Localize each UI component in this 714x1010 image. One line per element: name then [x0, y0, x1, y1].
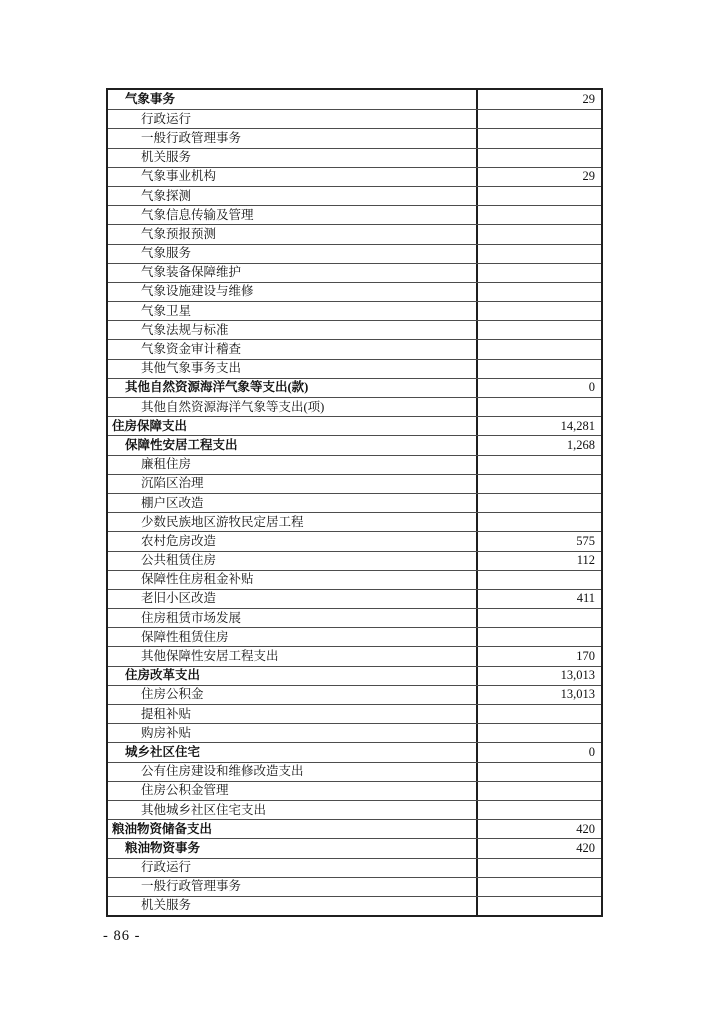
table-row [108, 493, 601, 512]
table-row [108, 167, 601, 186]
row-value [476, 705, 601, 723]
row-label: 其他气象事务支出 [141, 361, 242, 376]
table-row [108, 455, 601, 474]
row-label: 公共租赁住房 [141, 553, 217, 568]
row-value: 170 [476, 647, 601, 665]
table-row [108, 627, 601, 646]
row-value: 112 [476, 552, 601, 570]
table-row [108, 205, 601, 224]
row-value: 420 [476, 820, 601, 838]
row-label: 住房租赁市场发展 [141, 610, 242, 625]
table-row [108, 128, 601, 147]
row-label: 保障性安居工程支出 [125, 437, 238, 452]
table-row [108, 685, 601, 704]
row-value [476, 360, 601, 378]
table-row [108, 819, 601, 838]
row-label: 公有住房建设和维修改造支出 [141, 764, 304, 779]
row-label: 少数民族地区游牧民定居工程 [141, 514, 304, 529]
row-label: 廉租住房 [141, 457, 192, 472]
table-row [108, 781, 601, 800]
table-row [108, 646, 601, 665]
table-row [108, 416, 601, 435]
row-label: 行政运行 [141, 111, 192, 126]
table-row [108, 723, 601, 742]
row-label: 棚户区改造 [141, 495, 204, 510]
table-row [108, 301, 601, 320]
table-row [108, 244, 601, 263]
page-number: - 86 - [103, 928, 141, 944]
table-row [108, 263, 601, 282]
table-row [108, 800, 601, 819]
row-value [476, 897, 601, 915]
row-label: 其他保障性安居工程支出 [141, 649, 279, 664]
table-row [108, 531, 601, 550]
row-label: 提租补贴 [141, 706, 192, 721]
row-label: 沉陷区治理 [141, 476, 204, 491]
table-row [108, 704, 601, 723]
table-row [108, 551, 601, 570]
table-row [108, 570, 601, 589]
row-label: 农村危房改造 [141, 533, 217, 548]
row-label: 气象事业机构 [141, 169, 217, 184]
table-row [108, 608, 601, 627]
budget-table [106, 88, 603, 917]
row-value [476, 245, 601, 263]
row-value [476, 206, 601, 224]
row-value [476, 571, 601, 589]
table-row [108, 742, 601, 761]
row-label: 城乡社区住宅 [125, 744, 201, 759]
table-row [108, 397, 601, 416]
row-label: 其他自然资源海洋气象等支出(项) [141, 399, 325, 414]
row-value [476, 283, 601, 301]
row-value [476, 782, 601, 800]
row-label: 气象探测 [141, 188, 192, 203]
row-label: 气象资金审计稽查 [141, 342, 242, 357]
table-row [108, 666, 601, 685]
row-value [476, 801, 601, 819]
table-row [108, 378, 601, 397]
row-value [476, 456, 601, 474]
table-row [108, 858, 601, 877]
row-label: 保障性租赁住房 [141, 629, 229, 644]
table-row [108, 224, 601, 243]
row-value [476, 475, 601, 493]
row-label: 粮油物资储备支出 [112, 821, 213, 836]
row-label: 气象设施建设与维修 [141, 284, 254, 299]
row-value: 29 [476, 168, 601, 186]
table-row [108, 877, 601, 896]
row-value: 29 [476, 90, 601, 109]
row-label: 气象事务 [125, 92, 176, 107]
row-label: 行政运行 [141, 860, 192, 875]
row-value [476, 129, 601, 147]
table-row [108, 186, 601, 205]
row-label: 住房公积金管理 [141, 783, 229, 798]
row-value [476, 149, 601, 167]
table-row [108, 474, 601, 493]
row-label: 住房改革支出 [125, 668, 201, 683]
row-value [476, 398, 601, 416]
row-value [476, 609, 601, 627]
row-value: 13,013 [476, 667, 601, 685]
row-value [476, 340, 601, 358]
table-row [108, 762, 601, 781]
row-value [476, 628, 601, 646]
row-value [476, 859, 601, 877]
table-row [108, 148, 601, 167]
table-row [108, 435, 601, 454]
row-label: 气象服务 [141, 246, 192, 261]
row-value [476, 494, 601, 512]
row-value: 0 [476, 379, 601, 397]
row-value [476, 513, 601, 531]
table-row [108, 320, 601, 339]
row-label: 一般行政管理事务 [141, 879, 242, 894]
table-row [108, 896, 601, 915]
table-row [108, 512, 601, 531]
row-label: 机关服务 [141, 150, 192, 165]
row-label: 气象预报预测 [141, 226, 217, 241]
row-value [476, 321, 601, 339]
table-row [108, 339, 601, 358]
row-value: 1,268 [476, 436, 601, 454]
row-label: 气象卫星 [141, 303, 192, 318]
row-label: 住房公积金 [141, 687, 204, 702]
row-label: 保障性住房租金补贴 [141, 572, 254, 587]
row-value [476, 763, 601, 781]
table-row [108, 589, 601, 608]
table-row [108, 359, 601, 378]
row-label: 气象装备保障维护 [141, 265, 242, 280]
row-value [476, 878, 601, 896]
row-label: 住房保障支出 [112, 418, 188, 433]
row-label: 一般行政管理事务 [141, 130, 242, 145]
row-value: 13,013 [476, 686, 601, 704]
row-label: 老旧小区改造 [141, 591, 217, 606]
row-label: 粮油物资事务 [125, 840, 201, 855]
row-value: 420 [476, 839, 601, 857]
row-label: 其他自然资源海洋气象等支出(款) [125, 380, 309, 395]
row-label: 气象信息传输及管理 [141, 207, 254, 222]
row-value [476, 264, 601, 282]
row-value: 411 [476, 590, 601, 608]
row-label: 机关服务 [141, 898, 192, 913]
row-value [476, 187, 601, 205]
row-value [476, 724, 601, 742]
row-value [476, 302, 601, 320]
row-label: 气象法规与标准 [141, 322, 229, 337]
row-label: 购房补贴 [141, 725, 192, 740]
row-value [476, 110, 601, 128]
row-value: 14,281 [476, 417, 601, 435]
row-value [476, 225, 601, 243]
row-value: 575 [476, 532, 601, 550]
table-row [108, 838, 601, 857]
table-row [108, 90, 601, 109]
table-row [108, 109, 601, 128]
table-row [108, 282, 601, 301]
row-label: 其他城乡社区住宅支出 [141, 802, 267, 817]
row-value: 0 [476, 743, 601, 761]
